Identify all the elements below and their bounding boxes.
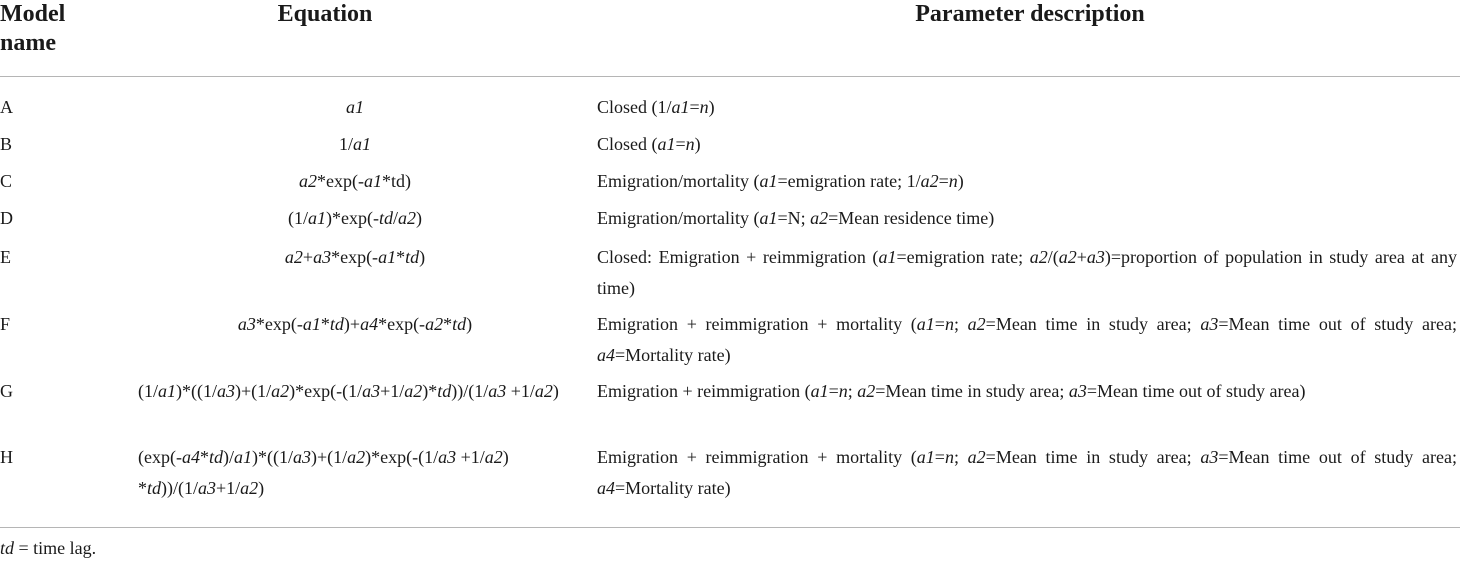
italic-run: a2 — [425, 314, 444, 334]
text-run: ) — [708, 97, 715, 117]
italic-run: n — [944, 447, 954, 467]
text-run: Closed: Emigration + reimmigration ( — [597, 247, 879, 267]
text-run: ))/(1/ — [161, 478, 198, 498]
italic-run: td — [208, 447, 223, 467]
text-run: *exp(- — [331, 247, 379, 267]
text-run: ) — [552, 381, 559, 401]
text-run: *exp(- — [255, 314, 303, 334]
text-run: )+(1/ — [234, 381, 272, 401]
text-run: )*exp(- — [325, 208, 379, 228]
text-run: Closed ( — [597, 134, 658, 154]
italic-run: a4 — [597, 478, 615, 498]
italic-run: td — [147, 478, 162, 498]
italic-run: a2 — [240, 478, 259, 498]
italic-run: a1 — [378, 247, 397, 267]
italic-run: a4 — [360, 314, 379, 334]
parameter-description-cell — [597, 92, 1457, 123]
italic-run: a2 — [398, 208, 416, 228]
table-footnote — [0, 536, 96, 560]
italic-run: n — [685, 134, 695, 154]
text-run: * — [320, 314, 330, 334]
italic-run: a3 — [1200, 314, 1219, 334]
italic-run: a1 — [916, 314, 935, 334]
equation-cell — [130, 92, 580, 123]
text-run: ) — [416, 208, 422, 228]
text-run: (1/ — [287, 208, 308, 228]
text-run: * — [396, 247, 406, 267]
italic-run: a1 — [671, 97, 690, 117]
parameter-description-cell — [597, 442, 1457, 504]
equation-cell — [130, 242, 580, 273]
italic-run: a2 — [1058, 247, 1077, 267]
italic-run: a1 — [916, 447, 935, 467]
text-run: (exp(- — [138, 447, 182, 467]
model-name-cell: E — [0, 247, 11, 267]
italic-run: a4 — [181, 447, 200, 467]
italic-run: a1 — [307, 208, 326, 228]
model-name-cell: H — [0, 447, 13, 467]
text-run: ))/(1/ — [451, 381, 489, 401]
italic-run: td — [329, 314, 344, 334]
text-run: +1/ — [216, 478, 241, 498]
model-name-cell: G — [0, 381, 13, 401]
text-run: ) — [694, 134, 701, 154]
text-run: * — [199, 447, 209, 467]
italic-run: a2 — [920, 171, 939, 191]
text-run: = time lag. — [14, 538, 97, 558]
text-run: )* — [422, 381, 438, 401]
text-run: )=proportion of population in study area at any time) — [597, 247, 1457, 298]
equation-cell — [130, 309, 580, 340]
italic-run: a3 — [1086, 247, 1105, 267]
text-run: *td) — [381, 171, 411, 191]
text-run: )+ — [343, 314, 361, 334]
equation-cell — [130, 203, 580, 234]
text-run: = — [934, 314, 945, 334]
header-model-name: Model name — [0, 1, 66, 56]
text-run: )*((1/ — [252, 447, 293, 467]
parameter-description-cell — [597, 129, 1457, 160]
italic-run: a2 — [299, 171, 317, 191]
italic-run: a1 — [759, 208, 778, 228]
parameter-description-cell — [597, 166, 1457, 197]
italic-run: a1 — [353, 134, 371, 154]
text-run: = — [934, 447, 945, 467]
text-run: =emigration rate; 1/ — [777, 171, 921, 191]
italic-run: a2 — [1029, 247, 1048, 267]
model-name-cell: D — [0, 208, 13, 228]
text-run: =Mean residence time) — [828, 208, 995, 228]
text-run: =Mean time in study area; — [875, 381, 1069, 401]
text-run: =Mean time in study area; — [985, 447, 1201, 467]
italic-run: a1 — [759, 171, 778, 191]
text-run: = — [938, 171, 949, 191]
italic-run: a2 — [271, 381, 290, 401]
table-bottom-rule — [0, 527, 1460, 528]
italic-run: a1 — [657, 134, 676, 154]
text-run: ; — [953, 314, 968, 334]
parameter-description-cell — [597, 309, 1457, 371]
text-run: +1/ — [506, 381, 535, 401]
text-run: / — [392, 208, 398, 228]
text-run: /( — [1047, 247, 1059, 267]
text-run: =N; — [777, 208, 811, 228]
italic-run: a1 — [234, 447, 252, 467]
text-run: Emigration + reimmigration + mortality ( — [597, 447, 917, 467]
italic-run: a2 — [857, 381, 876, 401]
text-run: ; — [953, 447, 968, 467]
parameter-description-cell — [597, 242, 1457, 304]
text-run: 1/ — [338, 134, 353, 154]
model-name-cell: C — [0, 171, 13, 191]
italic-run: td — [437, 381, 452, 401]
equation-cell — [138, 442, 578, 504]
text-run: = — [828, 381, 839, 401]
model-name-cell: A — [0, 97, 13, 117]
italic-run: a2 — [534, 381, 553, 401]
text-run: =Mortality rate) — [615, 478, 731, 498]
text-run: ) — [957, 171, 964, 191]
parameter-description-cell — [597, 376, 1457, 407]
text-run: =emigration rate; — [896, 247, 1030, 267]
italic-run: n — [948, 171, 958, 191]
italic-run: a1 — [346, 97, 364, 117]
italic-run: a1 — [158, 381, 176, 401]
italic-run: a2 — [810, 208, 829, 228]
italic-run: a1 — [302, 314, 321, 334]
text-run: =Mean time out of study area) — [1086, 381, 1306, 401]
text-run: Closed (1/ — [597, 97, 672, 117]
text-run: )*exp(-(1/ — [365, 447, 439, 467]
italic-run: a2 — [284, 247, 303, 267]
italic-run: a2 — [967, 314, 986, 334]
italic-run: td — [378, 208, 393, 228]
italic-run: a4 — [597, 345, 615, 365]
italic-run: a3 — [362, 381, 381, 401]
header-equation: Equation — [277, 1, 373, 27]
text-run: = — [689, 97, 700, 117]
model-name-cell: F — [0, 314, 11, 334]
text-run: (1/ — [138, 381, 158, 401]
text-run: )*((1/ — [176, 381, 217, 401]
text-run: ) * — [138, 447, 509, 498]
italic-run: a3 — [313, 247, 332, 267]
text-run: )/ — [223, 447, 234, 467]
equation-cell — [130, 166, 580, 197]
text-run: =Mean time out of study area; — [1218, 447, 1457, 467]
text-run: =Mean time out of study area; — [1218, 314, 1457, 334]
italic-run: a3 — [488, 381, 507, 401]
italic-run: a2 — [484, 447, 503, 467]
italic-run: a1 — [363, 171, 382, 191]
text-run: *exp(- — [378, 314, 426, 334]
text-run: Emigration + reimmigration ( — [597, 381, 811, 401]
italic-run: td — [452, 314, 467, 334]
text-run: ) — [258, 478, 265, 498]
italic-run: a2 — [404, 381, 423, 401]
italic-run: n — [944, 314, 954, 334]
italic-run: a2 — [347, 447, 366, 467]
italic-run: a3 — [237, 314, 256, 334]
text-run: + — [302, 247, 314, 267]
text-run: * — [443, 314, 453, 334]
italic-run: a3 — [292, 447, 311, 467]
text-run: +1/ — [380, 381, 405, 401]
italic-run: a3 — [1200, 447, 1219, 467]
text-run: Emigration + reimmigration + mortality ( — [597, 314, 917, 334]
text-run: =Mean time in study area; — [985, 314, 1201, 334]
italic-run: a1 — [878, 247, 897, 267]
equation-cell — [138, 376, 578, 407]
italic-run: a3 — [1068, 381, 1087, 401]
italic-run: a3 — [198, 478, 216, 498]
text-run: = — [675, 134, 686, 154]
italic-run: td — [405, 247, 420, 267]
text-run: *exp(- — [317, 171, 364, 191]
text-run: ) — [419, 247, 426, 267]
text-run: )*exp(-(1/ — [289, 381, 363, 401]
italic-run: a3 — [216, 381, 235, 401]
text-run: ; — [847, 381, 858, 401]
italic-run: td — [0, 538, 15, 558]
text-run: )+(1/ — [310, 447, 348, 467]
italic-run: n — [699, 97, 709, 117]
parameter-description-cell — [597, 203, 1457, 234]
italic-run: a2 — [967, 447, 986, 467]
text-run: Emigration/mortality ( — [597, 208, 760, 228]
italic-run: a3 — [438, 447, 457, 467]
text-run: + — [1076, 247, 1087, 267]
text-run: =Mortality rate) — [615, 345, 731, 365]
equation-cell — [130, 129, 580, 160]
text-run: Emigration/mortality ( — [597, 171, 760, 191]
italic-run: a1 — [810, 381, 829, 401]
header-rule — [0, 76, 1460, 77]
text-run: +1/ — [456, 447, 485, 467]
model-name-cell: B — [0, 134, 13, 154]
italic-run: n — [838, 381, 848, 401]
text-run: ) — [466, 314, 473, 334]
header-parameter-description: Parameter description — [915, 1, 1145, 27]
